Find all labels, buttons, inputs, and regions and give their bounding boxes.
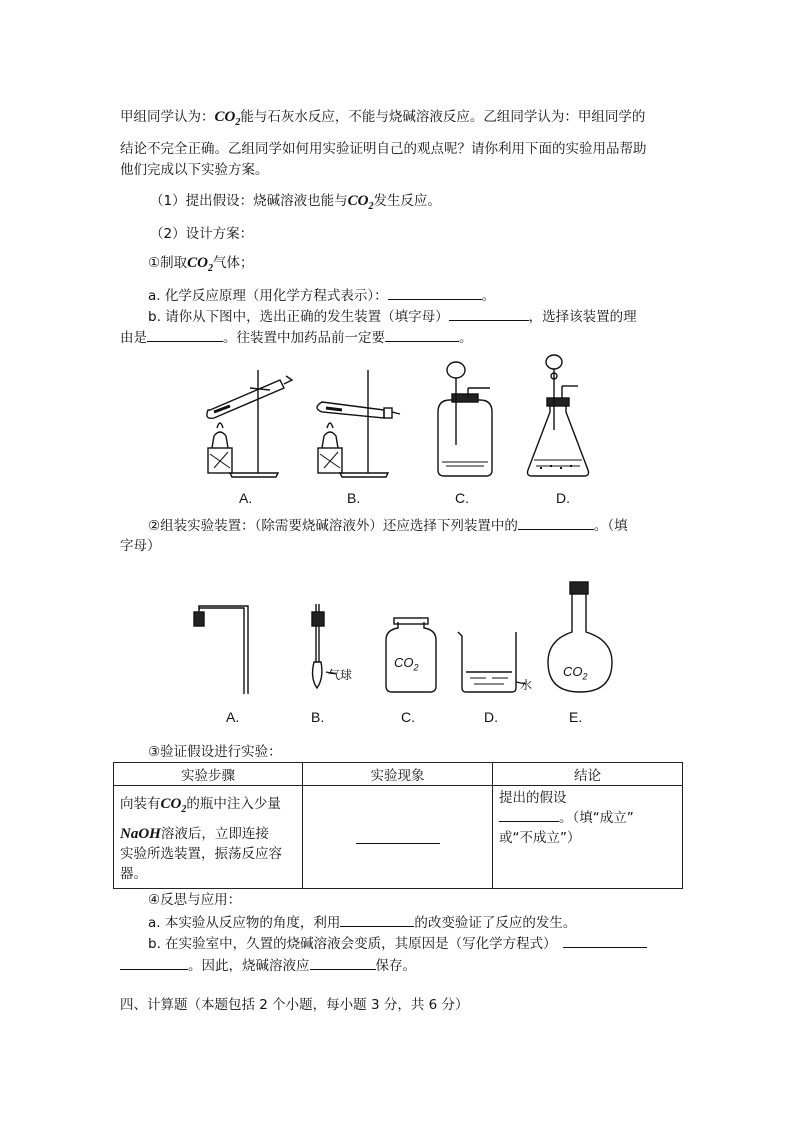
conclusion-cell: 提出的假设 。（填“成立” 或“不成立”） (493, 786, 683, 889)
answer-blank[interactable] (310, 956, 376, 970)
hypothesis-line: （1）提出假设：烧碱溶液也能与$CO_2$发生反应。 (150, 193, 441, 212)
step-cell: 向装有$CO_2$的瓶中注入少量 NaOH溶液后，立即连接 实验所选装置，振荡反应容 器。 (114, 786, 303, 889)
answer-blank[interactable] (449, 307, 529, 321)
balloon-label: 气球 (328, 668, 353, 682)
table-header: 实验现象 (303, 763, 493, 786)
intro-text: 能与石灰水反应，不能与烧碱溶液反应。乙组同学认为：甲组同学的 (240, 109, 646, 125)
co2-flask-label: $CO_2$ (563, 664, 588, 682)
answer-blank[interactable] (356, 830, 440, 844)
figure1-label-a: A. (239, 490, 253, 506)
answer-blank[interactable] (340, 913, 414, 927)
reflect-a-line: a. 本实验从反应物的角度，利用 的改变验证了反应的发生。 (148, 915, 577, 931)
assembly-apparatus-figure (190, 578, 620, 698)
experiment-table (113, 762, 683, 889)
table-row (114, 786, 683, 889)
figure2-label-b: B. (311, 709, 325, 725)
figure2-label-e: E. (569, 709, 583, 725)
item-a-line: a. 化学反应原理（用化学方程式表示）： 。 (148, 288, 496, 304)
answer-blank[interactable] (385, 328, 459, 342)
figure1-label-d: D. (556, 490, 570, 506)
intro-line-2: 结论不完全正确。乙组同学如何用实验证明自己的观点呢？请你利用下面的实验用品帮助 (120, 141, 647, 157)
intro-line-3: 他们完成以下实验方案。 (120, 162, 269, 178)
intro-line-1 (120, 108, 645, 132)
table-header-row (114, 763, 683, 786)
apparatus-beaker (458, 632, 526, 692)
figure2-label-c: C. (401, 709, 415, 725)
co2-formula: $CO_2$ (347, 193, 374, 212)
design-line: （2）设计方案： (150, 226, 254, 242)
figure2-label-d: D. (484, 709, 498, 725)
step1-line: ①制取$CO_2$气体； (148, 255, 254, 274)
figure1-label-c: C. (455, 490, 469, 506)
answer-blank[interactable] (518, 516, 594, 530)
step4-line: ④反思与应用： (148, 892, 242, 908)
naoh-formula: NaOH (120, 826, 161, 842)
answer-blank[interactable] (563, 934, 647, 948)
answer-blank[interactable] (147, 328, 223, 342)
figure2-label-a: A. (226, 709, 240, 725)
apparatus-b (317, 370, 400, 477)
table-header: 结论 (493, 763, 683, 786)
co2-formula: $CO_2$ (187, 255, 213, 274)
phenomenon-cell (303, 786, 493, 889)
step2-line-2: 字母） (120, 538, 161, 554)
step3-line: ③验证假设进行实验： (148, 744, 282, 760)
section-four-heading: 四、计算题（本题包括 2 个小题，每小题 3 分，共 6 分） (120, 997, 469, 1013)
intro-text: 甲组同学认为： (120, 109, 215, 125)
item-b-line-1: b. 请你从下图中，选出正确的发生装置（填字母） ，选择该装置的理 (148, 309, 637, 325)
co2-bottle-label: $CO_2$ (394, 655, 419, 673)
reflect-b-line-1: b. 在实验室中，久置的烧碱溶液会变质，其原因是（写化学方程式） (148, 934, 647, 953)
answer-blank[interactable] (120, 956, 188, 970)
apparatus-a (207, 370, 292, 477)
co2-formula: $CO_2$ (214, 109, 241, 128)
table-header: 实验步骤 (114, 763, 303, 786)
step2-line-1: ②组装实验装置：（除需要烧碱溶液外）还应选择下列装置中的 。（填 (148, 518, 628, 534)
co2-formula: $CO_2$ (160, 796, 187, 815)
item-b-line-2: 由是 。往装置中加药品前一定要 。 (120, 330, 473, 346)
apparatus-bent-tube (194, 606, 248, 694)
reflect-b-line-2: 。因此，烧碱溶液应 保存。 (120, 956, 416, 975)
figure1-label-b: B. (347, 490, 361, 506)
apparatus-d (528, 355, 589, 476)
answer-blank[interactable] (499, 808, 559, 822)
answer-blank[interactable] (388, 286, 482, 300)
apparatus-c (438, 362, 492, 476)
water-label: 水 (520, 678, 533, 692)
generation-apparatus-figure (190, 350, 610, 510)
